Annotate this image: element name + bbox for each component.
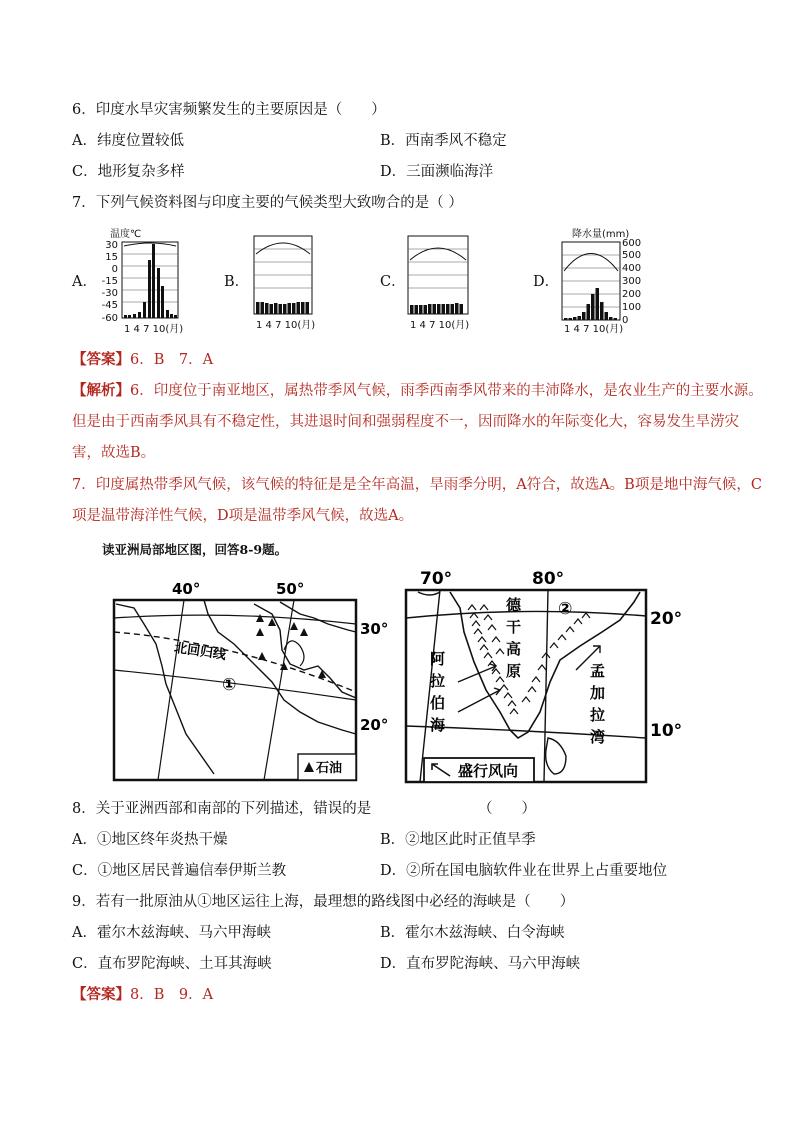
- q6-stem: 6．印度水旱灾害频繁发生的主要原因是（ ）: [72, 102, 386, 118]
- chart-d-ytick: 200: [622, 289, 642, 300]
- map-right-lon1: 70°: [420, 569, 453, 589]
- q7-letter-d: D．: [533, 274, 560, 290]
- map-intro: 读亚洲局部地区图，回答8-9题。: [102, 542, 288, 557]
- climate-chart-d: [556, 226, 662, 338]
- chart-a-bars: [124, 244, 177, 318]
- analysis-line-2: 但是由于西南季风具有不稳定性，其进退时间和强弱程度不一，因而降水的年际变化大，容易发生旱涝灾: [72, 414, 739, 430]
- q8-stem: 8．关于亚洲西部和南部的下列描述，错误的是: [72, 801, 372, 817]
- chart-c-xticks: 1 4 7 10(月): [410, 320, 470, 331]
- region-1-label: ①: [222, 675, 237, 695]
- chart-d-yticks: [622, 238, 641, 326]
- q7-letter-b: B．: [224, 274, 250, 290]
- chart-a-ytick: 0: [111, 264, 118, 275]
- bay-label-4: 湾: [590, 728, 606, 746]
- q8-option-c: C．①地区居民普遍信奉伊斯兰教: [72, 863, 287, 879]
- chart-d-ytick: 600: [622, 238, 642, 249]
- q7-letter-c: C．: [380, 274, 406, 290]
- chart-a-ytick: -15: [101, 276, 118, 287]
- map-left-lon2: 50°: [276, 580, 305, 598]
- q8-paren: （ ）: [478, 801, 536, 817]
- chart-c-bars: [410, 303, 463, 314]
- chart-d-ylabel: 降水量(mm): [572, 229, 630, 240]
- plateau-label-1: 德: [506, 596, 522, 614]
- analysis-line-1: [72, 381, 763, 401]
- chart-b-xticks: 1 4 7 10(月): [256, 320, 316, 331]
- chart-d-ytick: 300: [622, 276, 642, 287]
- chart-a-ytick: 15: [105, 252, 118, 263]
- analysis-line-5: 项是温带海洋性气候，D项是温带季风气候，故选A。: [72, 508, 414, 524]
- bay-label-3: 拉: [590, 706, 606, 724]
- answer-text: 8．B 9．A: [130, 987, 214, 1003]
- q9-option-a: A．霍尔木兹海峡、马六甲海峡: [72, 925, 271, 941]
- q6-option-c: C．地形复杂多样: [72, 164, 185, 180]
- q8-option-b: B．②地区此时正值旱季: [380, 832, 536, 848]
- q7-stem: 7．下列气候资料图与印度主要的气候类型大致吻合的是（ ）: [72, 195, 463, 211]
- chart-d-ytick: 100: [622, 302, 642, 313]
- chart-a-yticks: [102, 240, 118, 324]
- chart-d-bars: [564, 288, 617, 320]
- bay-label-1: 孟: [590, 662, 606, 680]
- chart-d-xticks: 1 4 7 10(月): [564, 324, 624, 335]
- sea-label-2: 拉: [430, 672, 446, 690]
- q9-option-c: C．直布罗陀海峡、土耳其海峡: [72, 956, 272, 972]
- chart-a-ytick: -30: [101, 288, 118, 299]
- bay-label-2: 加: [590, 684, 606, 702]
- sea-label-4: 海: [430, 716, 446, 734]
- q8-option-d: D．②所在国电脑软件业在世界上占重要地位: [380, 863, 668, 879]
- q9-stem: 9．若有一批原油从①地区运往上海，最理想的路线图中必经的海峡是（ ）: [72, 894, 575, 910]
- q7-letter-a: A．: [72, 274, 97, 290]
- map-left-lon1: 40°: [172, 580, 201, 598]
- chart-a-ylabel: 温度℃: [110, 229, 142, 240]
- analysis-tag: 【解析】: [72, 382, 130, 399]
- analysis-line-3: 害，故选B。: [72, 445, 156, 461]
- chart-d-ytick: 400: [622, 263, 642, 274]
- map-right-lat1: 20°: [650, 609, 683, 629]
- map-right-lat2: 10°: [650, 721, 683, 741]
- map-west-asia: [104, 574, 400, 786]
- chart-a-ytick: -60: [101, 313, 118, 324]
- climate-chart-a: [96, 226, 196, 338]
- map-right-legend: 盛行风向: [458, 762, 519, 780]
- map-left-legend: 石油: [316, 761, 343, 776]
- q6-option-d: D．三面濒临海洋: [380, 164, 494, 180]
- sea-label-3: 伯: [430, 694, 446, 712]
- answer-text: 6．B 7．A: [130, 352, 214, 368]
- chart-a-ytick: -45: [101, 300, 118, 311]
- map-left-lat1: 30°: [360, 620, 389, 638]
- answer-tag: 【答案】: [72, 351, 130, 368]
- map-south-asia: [400, 562, 700, 788]
- chart-a-xticks: 1 4 7 10(月): [124, 324, 184, 335]
- map-left-lat2: 20°: [360, 716, 389, 734]
- plateau-label-2: 干: [506, 618, 522, 636]
- q8-option-a: A．①地区终年炎热干燥: [72, 832, 228, 848]
- q6-option-a: A．纬度位置较低: [72, 133, 184, 149]
- plateau-label-3: 高: [506, 640, 522, 658]
- chart-d-ytick: 0: [622, 315, 629, 326]
- answer-block-1: [72, 350, 213, 370]
- climate-chart-b: [250, 232, 330, 332]
- chart-a-ytick: 30: [105, 240, 118, 251]
- map-right-lon2: 80°: [532, 569, 565, 589]
- sea-label-1: 阿: [430, 650, 446, 668]
- tropic-label: 北回归线: [173, 640, 227, 663]
- region-2-label: ②: [558, 599, 573, 619]
- climate-chart-c: [404, 232, 484, 332]
- plateau-label-4: 原: [506, 662, 522, 680]
- answer-block-2: [72, 985, 213, 1005]
- wind-arrows: [458, 646, 600, 712]
- q9-option-d: D．直布罗陀海峡、马六甲海峡: [380, 956, 581, 972]
- chart-b-bars: [256, 302, 309, 314]
- analysis-text: 6．印度位于南亚地区，属热带季风气候，雨季西南季风带来的丰沛降水，是农业生产的主要水源。: [130, 383, 763, 399]
- q9-option-b: B．霍尔木兹海峡、白令海峡: [380, 925, 565, 941]
- answer-tag: 【答案】: [72, 986, 130, 1003]
- analysis-line-4: 7．印度属热带季风气候，该气候的特征是是全年高温，旱雨季分明，A符合，故选A。B项是地中海气候，C: [72, 477, 762, 493]
- q6-option-b: B．西南季风不稳定: [380, 133, 507, 149]
- chart-d-ytick: 500: [622, 250, 642, 261]
